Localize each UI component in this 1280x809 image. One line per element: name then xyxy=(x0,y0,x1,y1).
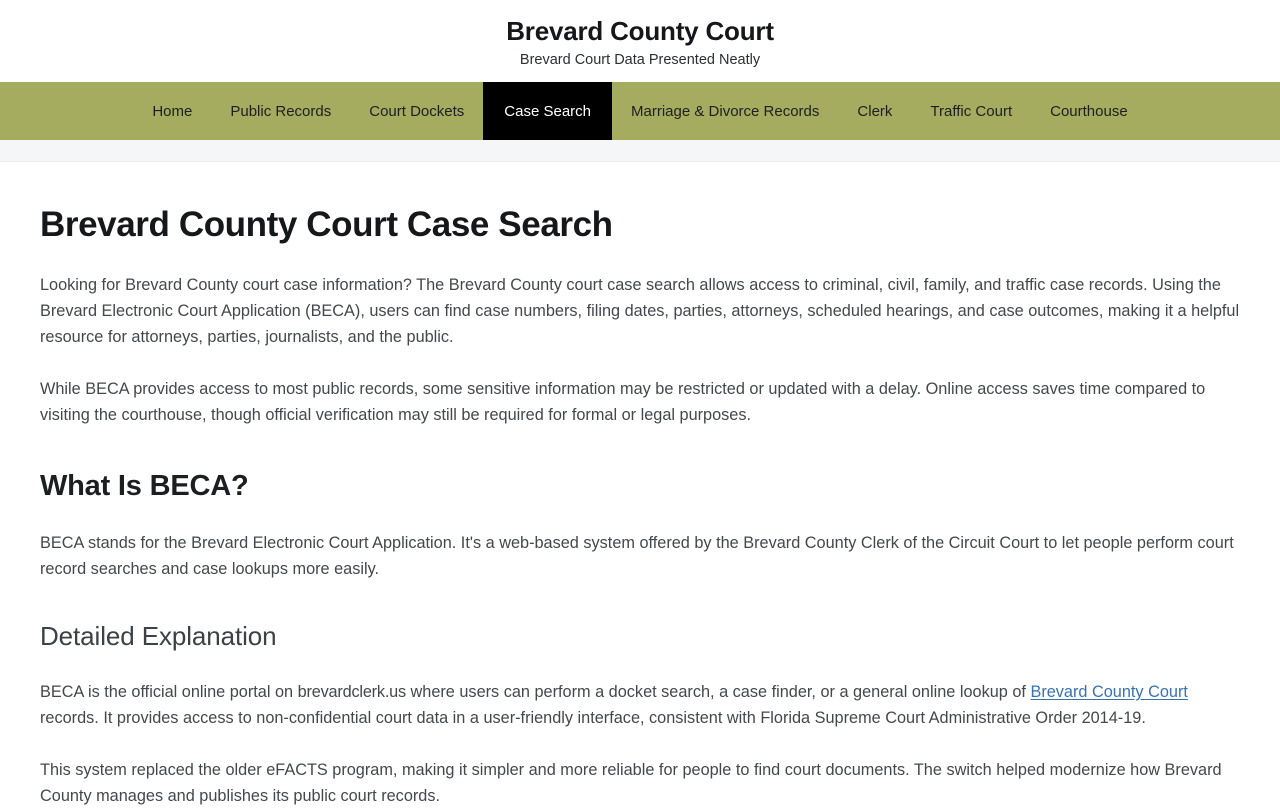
intro-paragraph-1: Looking for Brevard County court case information? The Brevard County court case search allows access to criminal, civil, family, and traffic case records. Using the Brevard Electronic Court Application (BECA), users can find case numbers, filing dates, parties, attorneys, scheduled hearings, and case outcomes, making it a helpful resource for attorneys, parties, journalists, and the public. xyxy=(40,276,1240,347)
main-content xyxy=(0,204,1280,809)
brevard-county-court-link[interactable]: Brevard County Court xyxy=(1030,682,1188,701)
nav-item-public-records[interactable]: Public Records xyxy=(230,102,332,120)
domain-reference: brevardclerk.us xyxy=(297,682,406,701)
detailed-text-part-3: records. It provides access to non-confidential court data in a user-friendly interface, consistent with Florida Supreme Court Administrative Order 2014-19. xyxy=(40,708,1146,727)
site-title: Brevard County Court xyxy=(506,16,774,46)
site-header xyxy=(0,0,1280,82)
page-title: Brevard County Court Case Search xyxy=(40,205,613,245)
detailed-text-part-1: BECA is the official online portal on xyxy=(40,682,294,701)
section-paragraph-what-is-beca: BECA stands for the Brevard Electronic Court Application. It's a web-based system offered by the Brevard County Clerk of the Circuit Court to let people perform court record searches and case lookups more easily. xyxy=(40,534,1234,579)
nav-item-court-dockets[interactable]: Court Dockets xyxy=(369,102,465,120)
nav-item-courthouse[interactable]: Courthouse xyxy=(1050,102,1128,120)
section-heading-what-is-beca: What Is BECA? xyxy=(40,470,249,503)
section-paragraph-efacts: This system replaced the older eFACTS program, making it simpler and more reliable for people to find court documents. The switch helped modernize how Brevard County manages and publishes its public court records. xyxy=(40,760,1222,805)
section-heading-detailed-explanation: Detailed Explanation xyxy=(40,621,277,652)
nav-item-marriage-divorce-records[interactable]: Marriage & Divorce Records xyxy=(631,102,820,120)
intro-paragraph-2: While BECA provides access to most public records, some sensitive information may be restricted or updated with a delay. Online access saves time compared to visiting the courthouse, though official verification may still be required for formal or legal purposes. xyxy=(40,380,1206,425)
nav-list xyxy=(133,82,1146,140)
nav-item-case-search[interactable]: Case Search xyxy=(483,82,612,140)
nav-item-traffic-court[interactable]: Traffic Court xyxy=(930,102,1013,120)
nav-underbar xyxy=(0,140,1280,162)
main-navigation xyxy=(0,82,1280,140)
section-paragraph-detailed-explanation xyxy=(40,679,1240,731)
nav-item-home[interactable]: Home xyxy=(152,102,193,120)
detailed-text-part-2: where users can perform a docket search, a case finder, or a general online lookup of xyxy=(410,682,1026,701)
site-tagline: Brevard Court Data Presented Neatly xyxy=(519,52,761,69)
nav-item-clerk[interactable]: Clerk xyxy=(857,102,893,120)
